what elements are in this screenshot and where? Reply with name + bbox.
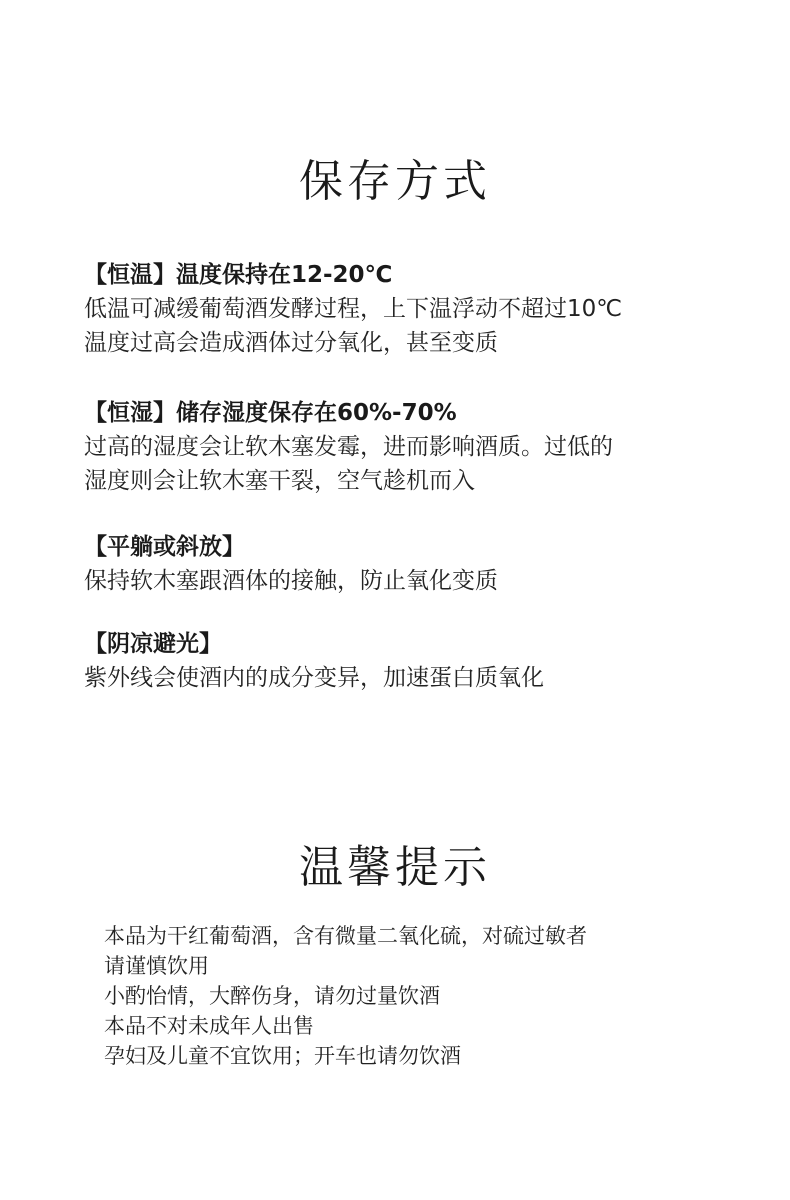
section-heading: [84, 530, 764, 564]
section-line: 湿度则会让软木塞干裂，空气趁机而入: [84, 468, 475, 494]
section-headline: 储存湿度保存在60%-70%: [176, 400, 457, 426]
notice-title: 温馨提示: [299, 842, 491, 893]
notice-line: 本品不对未成年人出售: [104, 1014, 314, 1038]
notice-line: 孕妇及儿童不宜饮用；开车也请勿饮酒: [104, 1044, 461, 1068]
section-line: 过高的湿度会让软木塞发霉，进而影响酒质。过低的: [84, 434, 613, 460]
section-heading: [84, 258, 764, 292]
section-heading: [84, 396, 764, 430]
storage-section-constant-temperature: [84, 258, 764, 360]
section-line: 温度过高会造成酒体过分氧化，甚至变质: [84, 330, 498, 356]
section-tag: 【恒温】: [84, 262, 176, 288]
section-headline: 温度保持在12-20℃: [176, 262, 393, 288]
section-tag: 【恒湿】: [84, 400, 176, 426]
section-heading: [84, 627, 764, 661]
section-line: 保持软木塞跟酒体的接触，防止氧化变质: [84, 568, 498, 594]
section-tag: 【阴凉避光】: [84, 631, 222, 657]
storage-section-lay-flat: [84, 530, 764, 598]
notice-list: [104, 921, 744, 1071]
notice-line: 本品为干红葡萄酒，含有微量二氧化硫，对硫过敏者: [104, 924, 587, 948]
notice-line: 小酌怡情，大醉伤身，请勿过量饮酒: [104, 984, 440, 1008]
section-line: 紫外线会使酒内的成分变异，加速蛋白质氧化: [84, 665, 544, 691]
storage-section-cool-dark: [84, 627, 764, 695]
section-line: 低温可减缓葡萄酒发酵过程，上下温浮动不超过10℃: [84, 296, 623, 322]
notice-line: 请谨慎饮用: [104, 954, 209, 978]
storage-section-constant-humidity: [84, 396, 764, 498]
section-tag: 【平躺或斜放】: [84, 534, 245, 560]
storage-title: 保存方式: [299, 156, 491, 207]
